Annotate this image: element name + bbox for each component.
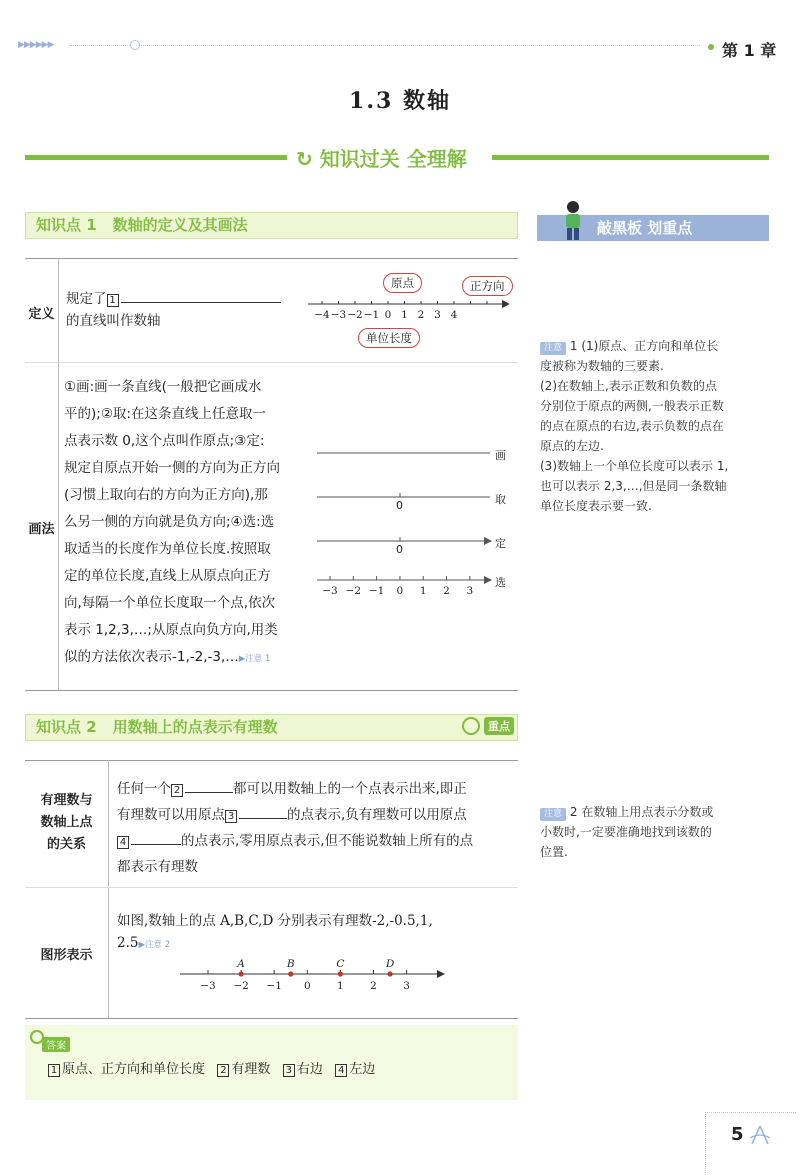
section-1-header <box>25 212 518 239</box>
tick-label: −2 <box>347 309 363 321</box>
table1-bottom-rule <box>25 690 518 691</box>
tick-label: −2 <box>345 585 362 597</box>
section-2-number: 知识点 2 <box>36 718 97 736</box>
blank-2-number: 2 <box>171 784 183 797</box>
tick-label: −1 <box>363 309 380 321</box>
tick-label: 0 <box>303 980 311 992</box>
table2-bottom-rule <box>25 1018 518 1019</box>
tick-label: 2 <box>370 980 377 992</box>
point-label-d: D <box>385 958 395 970</box>
section-2-header <box>25 714 518 741</box>
step-label-take: 取 <box>495 493 506 506</box>
table2-top-rule <box>25 760 518 761</box>
page-number: 5 <box>731 1124 744 1145</box>
step-label-set: 定 <box>495 537 506 550</box>
tick-label: 0 <box>384 309 392 321</box>
answer-list: 1 原点、正方向和单位长度 2 有理数 3 右边 4 左边 <box>48 1058 375 1077</box>
teacher-figure-icon <box>560 200 586 240</box>
tick-label: −3 <box>322 585 338 597</box>
blank-4 <box>131 844 181 845</box>
chapter-label: 第 1 章 <box>722 41 777 60</box>
answer-4: 左边 <box>349 1062 376 1077</box>
blank-2 <box>185 792 233 793</box>
tick-label: 1 <box>419 585 427 597</box>
blank-1 <box>121 302 281 303</box>
tick-label: 4 <box>450 309 458 321</box>
definition-text: 规定了 1 的直线叫作数轴 <box>66 288 298 332</box>
note-1-tag: 注意 <box>540 342 566 355</box>
tick-label: −3 <box>330 309 347 321</box>
step3-zero: 0 <box>396 543 403 556</box>
tick-label: 2 <box>417 309 425 321</box>
tick-label: −1 <box>368 585 385 597</box>
point-label-b: B <box>286 958 295 970</box>
note-ref-1: ▶注意 1 <box>238 654 271 664</box>
table1-col-divider <box>58 258 59 690</box>
key-point-badge: 重点 <box>484 717 514 735</box>
point-label-c: C <box>336 958 345 970</box>
drawing-text: ①画:画一条直线(一般把它画成水 平的);②取:在这条直线上任意取一 点表示数 0,这个点叫作原点;③定: 规定自原点开始一侧的方向为正方向 (习惯上取向右的方向为正方向),那 么另一侧的方向就是负方向;④选:选 取适当的长度作为单位长度.按照取 定的单位长度,直线上从原点向正方 向,每隔一个单位长度取一个点,依次 表示 1,2,3,…;从原点向负方向,用类 似的方法依次表示-1,-2,-3,…▶注意 1 <box>64 379 280 665</box>
graph-label: 图形表示 <box>40 948 93 963</box>
point-c <box>338 971 343 976</box>
section-1-title: 数轴的定义及其画法 <box>112 216 248 234</box>
point-a <box>239 971 244 976</box>
tick-label: −1 <box>266 980 282 992</box>
answer-2: 有理数 <box>231 1062 271 1077</box>
blank-3 <box>239 818 287 819</box>
compass-icon <box>748 1124 772 1146</box>
tick-label: 3 <box>434 309 441 321</box>
step2-zero: 0 <box>396 499 403 512</box>
blank-1-number: 1 <box>107 294 119 307</box>
side-panel-header: 敲黑板 划重点 <box>537 215 769 241</box>
tick-label: −4 <box>314 309 330 321</box>
tick-label: 2 <box>443 585 450 597</box>
unit-bubble: 单位长度 <box>358 328 420 348</box>
target-icon <box>462 717 480 735</box>
graph-text: 如图,数轴上的点 A,B,C,D 分别表示有理数-2,-0.5,1, 2.5▶注意 2 <box>117 913 433 951</box>
definition-label: 定义 <box>28 307 55 322</box>
tick-label: 1 <box>337 980 344 992</box>
tick-label: −2 <box>233 980 249 992</box>
header-rule <box>70 45 700 46</box>
header-circle <box>130 40 140 50</box>
banner-left-bar <box>25 155 287 160</box>
point-b <box>288 971 293 976</box>
note-ref-2: ▶注意 2 <box>138 940 171 950</box>
point-d <box>387 971 392 976</box>
tick-label: 3 <box>466 585 474 597</box>
tick-label: −3 <box>200 980 216 992</box>
relation-text: 任何一个 2 都可以用数轴上的一个点表示出来,即正 有理数可以用原点 3 的点表示,负有理数可以用原点 4 的点表示,零用原点表示,但不能说数轴上所有的点 都表示有理数 <box>117 781 474 875</box>
loop-icon: ↻ <box>296 147 313 171</box>
banner-title: ↻ 知识过关 全理解 <box>296 147 467 171</box>
table1-row-divider <box>25 362 518 363</box>
graph-number-line <box>175 952 455 994</box>
table2-col-divider <box>108 760 109 1018</box>
table2-row-divider <box>25 887 518 888</box>
side-note-1: 注意 1 (1)原点、正方向和单位长 度被称为数轴的三要素. (2)在数轴上,表示正数和负数的点 分别位于原点的两侧,一般表示正数 的点在原点的右边,表示负数的点在 原点的左边. (3)数轴上一个单位长度可以表示 1, 也可以表示 2,3,…,但是同一条数轴 单位长度表示要一致. <box>540 339 729 513</box>
relation-label: 有理数与 数轴上点 的关系 <box>40 793 93 852</box>
step-label-choose: 选 <box>495 576 506 589</box>
section-2-title: 用数轴上的点表示有理数 <box>112 718 278 736</box>
banner-right-bar <box>492 155 769 160</box>
header-arrows: ▶▶▶▶▶▶ <box>18 40 54 50</box>
drawing-steps-diagram <box>312 440 518 600</box>
page-title: 1.3 数轴 <box>349 88 451 114</box>
side-note-2: 注意 2 在数轴上用点表示分数或 小数时,一定要准确地找到该数的 位置. <box>540 805 714 859</box>
table1-top-rule <box>25 258 518 259</box>
tick-label: 3 <box>403 980 410 992</box>
answer-tag: 答案 <box>42 1037 70 1052</box>
step-label-draw: 画 <box>495 449 506 462</box>
section-1-number: 知识点 1 <box>36 216 97 234</box>
note-2-tag: 注意 <box>540 808 566 821</box>
blank-3-number: 3 <box>225 810 237 823</box>
tick-label: 0 <box>396 585 404 597</box>
direction-bubble: 正方向 <box>462 276 513 296</box>
tick-label: 1 <box>401 309 408 321</box>
chapter-dot-icon <box>708 44 714 50</box>
answer-3: 右边 <box>296 1062 323 1077</box>
answer-1: 原点、正方向和单位长度 <box>62 1062 206 1077</box>
origin-bubble: 原点 <box>383 273 422 293</box>
drawing-label: 画法 <box>28 522 55 537</box>
point-label-a: A <box>237 958 245 970</box>
blank-4-number: 4 <box>117 836 129 849</box>
